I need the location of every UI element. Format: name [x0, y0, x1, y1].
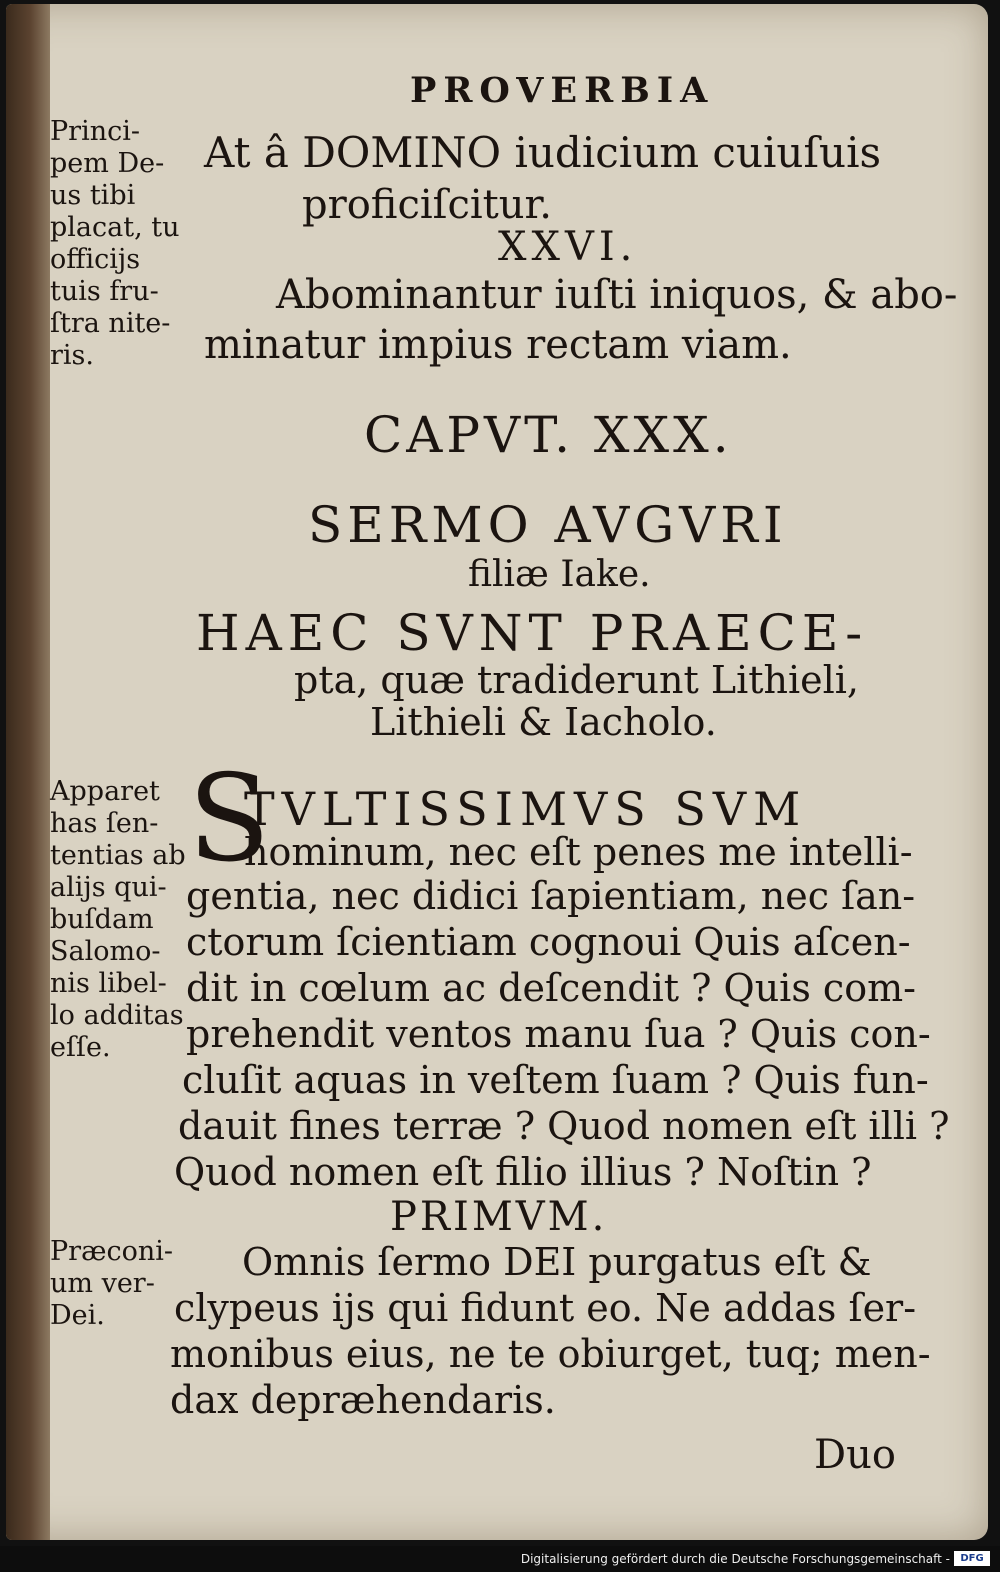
marginal-line: tuis fru- [50, 276, 159, 307]
text-line: gentia, nec didici ſapientiam, nec ſan- [186, 874, 916, 918]
marginal-line: Princi- [50, 116, 140, 147]
text-line: Omnis ſermo DEI purgatus eſt & [242, 1240, 872, 1284]
text-line: proficiſcitur. [302, 182, 552, 228]
marginal-line: has ſen- [50, 808, 159, 839]
marginal-line: officijs [50, 244, 141, 275]
text-line: pta, quæ tradiderunt Lithieli, [294, 658, 860, 702]
text-line: prehendit ventos manu ſua ? Quis con- [186, 1012, 931, 1056]
dfg-logo: DFG [954, 1551, 990, 1566]
text-line: Quod nomen eſt filio illius ? Noſtin ? [174, 1150, 872, 1194]
marginal-line: alijs qui- [50, 872, 167, 903]
marginal-line: us tibi [50, 180, 136, 211]
text-line: minatur impius rectam viam. [204, 322, 792, 368]
marginal-line: eſſe. [50, 1032, 111, 1063]
marginal-note [50, 116, 180, 372]
section-title: SERMO AVGVRI [308, 496, 788, 554]
marginal-line: Dei. [50, 1300, 105, 1331]
marginal-line: nis libel- [50, 968, 167, 999]
text-line: Lithieli & Iacholo. [370, 700, 717, 744]
text-line: Abominantur iuſti iniquos, & abo- [276, 272, 958, 318]
text-line: At â DOMINO iudicium cuiuſuis [204, 128, 882, 177]
text-line: dauit fines terræ ? Quod nomen eſt illi ? [178, 1104, 950, 1148]
marginal-line: Præconi- [50, 1236, 173, 1267]
marginal-line: Apparet [50, 776, 160, 807]
subheading: PRIMVM. [390, 1194, 608, 1240]
running-head: PROVERBIA [410, 70, 715, 111]
book-binding [6, 4, 50, 1540]
marginal-line: pem De- [50, 148, 165, 179]
marginal-note [50, 1236, 173, 1332]
marginal-line: um ver- [50, 1268, 155, 1299]
section-subtitle: filiæ Iake. [468, 554, 651, 595]
marginal-line: placat, tu [50, 212, 180, 243]
marginal-line: ris. [50, 340, 94, 371]
marginal-line: ſtra nite- [50, 308, 171, 339]
text-line: TVLTISSIMVS SVM [244, 782, 808, 836]
text-line: ctorum ſcientiam cognoui Quis aſcen- [186, 920, 911, 964]
text-line: monibus eius, ne te obiurget, tuq; men- [170, 1332, 931, 1376]
marginal-line: buſdam [50, 904, 154, 935]
catchword: Duo [814, 1432, 896, 1478]
text-line: clypeus ijs qui fidunt eo. Ne addas ſer- [174, 1286, 917, 1330]
marginal-line: tentias ab [50, 840, 186, 871]
marginal-line: Salomo- [50, 936, 161, 967]
text-line: hominum, nec eſt penes me intelli- [244, 830, 913, 874]
footer-credit: Digitalisierung gefördert durch die Deutsche Forschungsgemeinschaft - [520, 1552, 950, 1566]
footer-bar [0, 1546, 1000, 1572]
verse-number: XXVI. [498, 224, 638, 270]
marginal-note [50, 776, 186, 1064]
text-line: dit in cœlum ac deſcendit ? Quis com- [186, 966, 916, 1010]
book-page [6, 4, 988, 1540]
text-line: cluſit aquas in veſtem ſuam ? Quis fun- [182, 1058, 929, 1102]
chapter-heading: CAPVT. XXX. [364, 406, 733, 464]
section-heading: HAEC SVNT PRAECE- [196, 604, 869, 662]
marginal-line: lo additas [50, 1000, 184, 1031]
drop-capital: S [188, 750, 271, 889]
text-line: dax depræhendaris. [170, 1378, 556, 1422]
